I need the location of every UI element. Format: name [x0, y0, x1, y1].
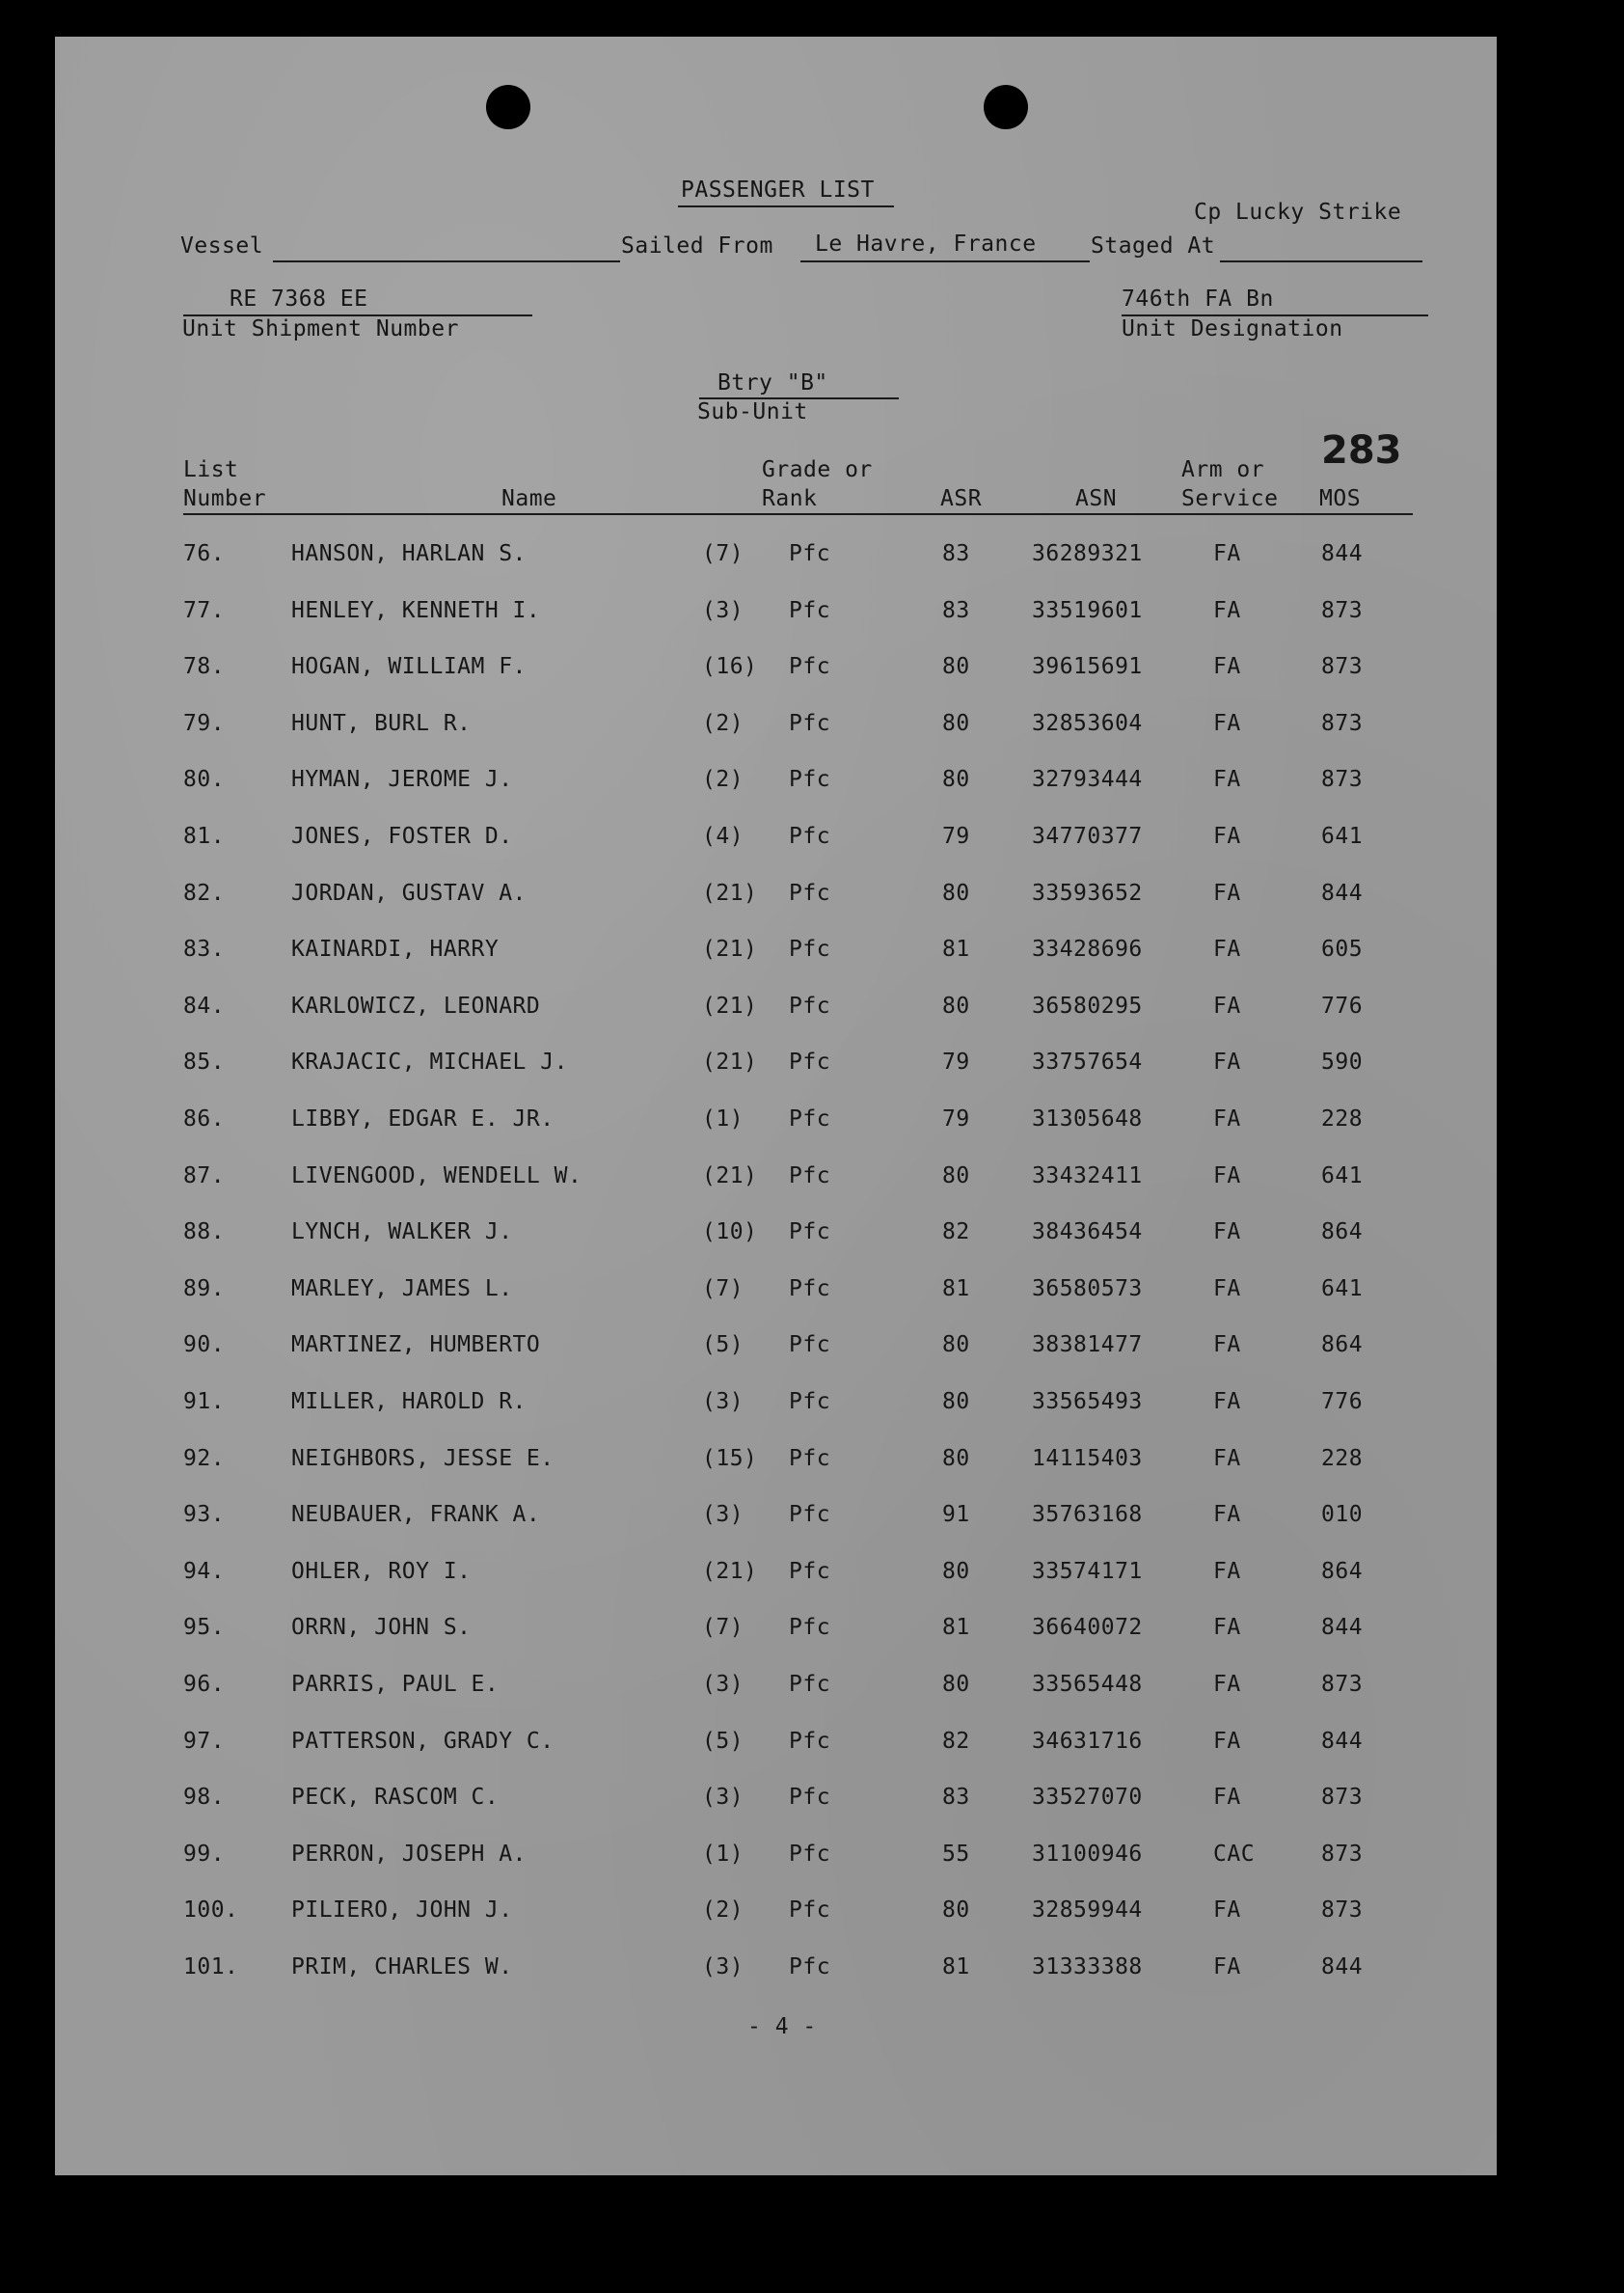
cell-name: PECK, RASCOM C.: [291, 1785, 500, 1810]
cell-arm: FA: [1213, 881, 1241, 906]
cell-asn: 33757654: [1032, 1050, 1143, 1075]
cell-num: 95.: [183, 1615, 226, 1640]
cell-mos: 864: [1321, 1219, 1364, 1244]
cell-asn: 36289321: [1032, 541, 1143, 566]
cell-asn: 35763168: [1032, 1502, 1143, 1527]
cell-grade: Pfc: [789, 598, 831, 623]
cell-mos: 776: [1321, 1389, 1364, 1414]
cell-num: 83.: [183, 937, 226, 962]
col-arm: Arm or: [1181, 457, 1265, 482]
cell-code: (15): [702, 1446, 758, 1471]
cell-grade: Pfc: [789, 1106, 831, 1132]
cell-name: KAINARDI, HARRY: [291, 937, 500, 962]
cell-asr: 80: [942, 1389, 970, 1414]
cell-asr: 91: [942, 1502, 970, 1527]
cell-asr: 82: [942, 1729, 970, 1754]
col-asr: ASR: [940, 486, 983, 511]
unit-designation: 746th FA Bn: [1122, 287, 1274, 312]
cell-code: (16): [702, 654, 758, 679]
cell-name: LYNCH, WALKER J.: [291, 1219, 513, 1244]
shipment-number-label: Unit Shipment Number: [182, 316, 459, 341]
cell-asr: 80: [942, 767, 970, 792]
cell-code: (21): [702, 1163, 758, 1188]
cell-code: (10): [702, 1219, 758, 1244]
cell-num: 93.: [183, 1502, 226, 1527]
cell-code: (3): [702, 1954, 744, 1979]
cell-asr: 81: [942, 1276, 970, 1301]
cell-arm: FA: [1213, 1785, 1241, 1810]
cell-mos: 873: [1321, 711, 1364, 736]
cell-grade: Pfc: [789, 1163, 831, 1188]
cell-name: NEUBAUER, FRANK A.: [291, 1502, 541, 1527]
cell-asn: 33519601: [1032, 598, 1143, 623]
cell-arm: FA: [1213, 541, 1241, 566]
cell-mos: 873: [1321, 654, 1364, 679]
cell-arm: FA: [1213, 937, 1241, 962]
cell-arm: FA: [1213, 1502, 1241, 1527]
cell-arm: FA: [1213, 1163, 1241, 1188]
cell-name: HYMAN, JEROME J.: [291, 767, 513, 792]
cell-asr: 79: [942, 1050, 970, 1075]
cell-num: 78.: [183, 654, 226, 679]
cell-code: (21): [702, 1050, 758, 1075]
cell-grade: Pfc: [789, 994, 831, 1019]
cell-asn: 38436454: [1032, 1219, 1143, 1244]
cell-mos: 844: [1321, 1954, 1364, 1979]
cell-name: LIBBY, EDGAR E. JR.: [291, 1106, 555, 1132]
cell-code: (21): [702, 937, 758, 962]
cell-grade: Pfc: [789, 1954, 831, 1979]
cell-code: (2): [702, 711, 744, 736]
cell-grade: Pfc: [789, 1446, 831, 1471]
cell-mos: 873: [1321, 598, 1364, 623]
cell-asr: 81: [942, 937, 970, 962]
cell-arm: FA: [1213, 1729, 1241, 1754]
cell-asn: 31305648: [1032, 1106, 1143, 1132]
col-arm-2: Service: [1181, 486, 1279, 511]
cell-mos: 590: [1321, 1050, 1364, 1075]
cell-name: HOGAN, WILLIAM F.: [291, 654, 527, 679]
cell-grade: Pfc: [789, 937, 831, 962]
cell-arm: FA: [1213, 824, 1241, 849]
cell-grade: Pfc: [789, 1672, 831, 1697]
cell-mos: 844: [1321, 1729, 1364, 1754]
cell-arm: FA: [1213, 1672, 1241, 1697]
cell-name: NEIGHBORS, JESSE E.: [291, 1446, 555, 1471]
cell-grade: Pfc: [789, 1502, 831, 1527]
cell-asr: 80: [942, 1446, 970, 1471]
cell-name: PILIERO, JOHN J.: [291, 1897, 513, 1923]
cell-asr: 80: [942, 881, 970, 906]
cell-mos: 228: [1321, 1446, 1364, 1471]
cell-asr: 81: [942, 1615, 970, 1640]
cell-grade: Pfc: [789, 541, 831, 566]
cell-num: 79.: [183, 711, 226, 736]
cell-asn: 33574171: [1032, 1559, 1143, 1584]
cell-grade: Pfc: [789, 1389, 831, 1414]
sub-unit: Btry "B": [717, 370, 828, 396]
cell-mos: 641: [1321, 1163, 1364, 1188]
sailed-from-value: Le Havre, France: [815, 232, 1037, 257]
col-grade: Grade or: [762, 457, 873, 482]
cell-grade: Pfc: [789, 1219, 831, 1244]
cell-grade: Pfc: [789, 1050, 831, 1075]
cell-asr: 80: [942, 1332, 970, 1357]
cell-name: MARLEY, JAMES L.: [291, 1276, 513, 1301]
cell-arm: FA: [1213, 654, 1241, 679]
cell-num: 100.: [183, 1897, 239, 1923]
shipment-number: RE 7368 EE: [230, 287, 368, 312]
cell-num: 80.: [183, 767, 226, 792]
cell-mos: 844: [1321, 541, 1364, 566]
cell-asn: 36580295: [1032, 994, 1143, 1019]
cell-name: HUNT, BURL R.: [291, 711, 472, 736]
cell-name: MILLER, HAROLD R.: [291, 1389, 527, 1414]
cell-asn: 36580573: [1032, 1276, 1143, 1301]
footer-page-number: - 4 -: [747, 2014, 817, 2039]
cell-grade: Pfc: [789, 767, 831, 792]
cell-asn: 33593652: [1032, 881, 1143, 906]
col-list-number-2: Number: [183, 486, 267, 511]
cell-asr: 80: [942, 711, 970, 736]
cell-grade: Pfc: [789, 1615, 831, 1640]
cell-mos: 605: [1321, 937, 1364, 962]
cell-mos: 873: [1321, 1672, 1364, 1697]
document-page: [55, 37, 1497, 2175]
page-stamp: 283: [1321, 428, 1402, 473]
cell-arm: FA: [1213, 1897, 1241, 1923]
cell-asr: 83: [942, 1785, 970, 1810]
cell-name: PATTERSON, GRADY C.: [291, 1729, 555, 1754]
cell-num: 81.: [183, 824, 226, 849]
cell-asr: 55: [942, 1842, 970, 1867]
cell-grade: Pfc: [789, 1276, 831, 1301]
cell-name: OHLER, ROY I.: [291, 1559, 472, 1584]
cell-mos: 641: [1321, 824, 1364, 849]
cell-grade: Pfc: [789, 1897, 831, 1923]
cell-num: 91.: [183, 1389, 226, 1414]
cell-asr: 79: [942, 824, 970, 849]
cell-arm: FA: [1213, 1332, 1241, 1357]
col-mos: MOS: [1319, 486, 1362, 511]
cell-grade: Pfc: [789, 1729, 831, 1754]
cell-arm: FA: [1213, 1559, 1241, 1584]
cell-grade: Pfc: [789, 1842, 831, 1867]
cell-name: PARRIS, PAUL E.: [291, 1672, 500, 1697]
cell-asn: 33432411: [1032, 1163, 1143, 1188]
cell-code: (7): [702, 541, 744, 566]
cell-arm: FA: [1213, 711, 1241, 736]
cell-mos: 873: [1321, 1897, 1364, 1923]
cell-code: (3): [702, 1389, 744, 1414]
cell-mos: 228: [1321, 1106, 1364, 1132]
cell-num: 85.: [183, 1050, 226, 1075]
cell-asn: 36640072: [1032, 1615, 1143, 1640]
cell-num: 99.: [183, 1842, 226, 1867]
cell-arm: FA: [1213, 1106, 1241, 1132]
cell-name: HENLEY, KENNETH I.: [291, 598, 541, 623]
cell-num: 98.: [183, 1785, 226, 1810]
cell-num: 94.: [183, 1559, 226, 1584]
cell-asr: 81: [942, 1954, 970, 1979]
cell-code: (21): [702, 1559, 758, 1584]
col-asn: ASN: [1075, 486, 1118, 511]
cell-name: LIVENGOOD, WENDELL W.: [291, 1163, 582, 1188]
cell-asr: 80: [942, 994, 970, 1019]
cell-arm: FA: [1213, 1389, 1241, 1414]
punch-hole: [486, 85, 530, 129]
cell-num: 101.: [183, 1954, 239, 1979]
cell-arm: FA: [1213, 994, 1241, 1019]
cell-grade: Pfc: [789, 881, 831, 906]
cell-name: PERRON, JOSEPH A.: [291, 1842, 527, 1867]
cell-mos: 844: [1321, 881, 1364, 906]
cell-grade: Pfc: [789, 1332, 831, 1357]
cell-code: (5): [702, 1729, 744, 1754]
cell-name: KRAJACIC, MICHAEL J.: [291, 1050, 568, 1075]
cell-arm: FA: [1213, 1050, 1241, 1075]
cell-asn: 32853604: [1032, 711, 1143, 736]
col-list-number: List: [183, 457, 239, 482]
cell-asn: 38381477: [1032, 1332, 1143, 1357]
cell-mos: 641: [1321, 1276, 1364, 1301]
cell-num: 87.: [183, 1163, 226, 1188]
cell-code: (1): [702, 1842, 744, 1867]
cell-code: (3): [702, 1785, 744, 1810]
cell-code: (3): [702, 598, 744, 623]
cell-asn: 32793444: [1032, 767, 1143, 792]
cell-arm: FA: [1213, 1615, 1241, 1640]
cell-name: HANSON, HARLAN S.: [291, 541, 527, 566]
cell-mos: 873: [1321, 1842, 1364, 1867]
cell-arm: FA: [1213, 1446, 1241, 1471]
cell-num: 76.: [183, 541, 226, 566]
cell-asr: 80: [942, 1897, 970, 1923]
cell-mos: 873: [1321, 1785, 1364, 1810]
cell-code: (21): [702, 881, 758, 906]
cell-name: PRIM, CHARLES W.: [291, 1954, 513, 1979]
cell-asr: 80: [942, 1559, 970, 1584]
cell-code: (3): [702, 1672, 744, 1697]
cell-asn: 33527070: [1032, 1785, 1143, 1810]
cell-mos: 864: [1321, 1332, 1364, 1357]
cell-num: 92.: [183, 1446, 226, 1471]
cell-name: JORDAN, GUSTAV A.: [291, 881, 527, 906]
cell-asr: 83: [942, 541, 970, 566]
cell-asn: 14115403: [1032, 1446, 1143, 1471]
cell-code: (2): [702, 767, 744, 792]
cell-mos: 844: [1321, 1615, 1364, 1640]
cell-arm: FA: [1213, 767, 1241, 792]
cell-asr: 80: [942, 1163, 970, 1188]
cell-arm: FA: [1213, 1276, 1241, 1301]
cell-asn: 33565493: [1032, 1389, 1143, 1414]
cell-code: (7): [702, 1276, 744, 1301]
cell-name: ORRN, JOHN S.: [291, 1615, 472, 1640]
vessel-label: Vessel: [180, 233, 264, 259]
cell-num: 96.: [183, 1672, 226, 1697]
cell-asr: 83: [942, 598, 970, 623]
cell-asn: 31333388: [1032, 1954, 1143, 1979]
cell-arm: CAC: [1213, 1842, 1256, 1867]
cell-code: (2): [702, 1897, 744, 1923]
cell-asn: 32859944: [1032, 1897, 1143, 1923]
cell-name: JONES, FOSTER D.: [291, 824, 513, 849]
cell-grade: Pfc: [789, 1785, 831, 1810]
cell-asr: 82: [942, 1219, 970, 1244]
cell-num: 77.: [183, 598, 226, 623]
cell-num: 89.: [183, 1276, 226, 1301]
cell-mos: 873: [1321, 767, 1364, 792]
cell-asn: 34770377: [1032, 824, 1143, 849]
cell-mos: 010: [1321, 1502, 1364, 1527]
staged-at-label: Staged At: [1091, 233, 1216, 259]
cell-code: (1): [702, 1106, 744, 1132]
cell-arm: FA: [1213, 1954, 1241, 1979]
cell-asn: 33565448: [1032, 1672, 1143, 1697]
cell-asr: 80: [942, 1672, 970, 1697]
cell-asr: 79: [942, 1106, 970, 1132]
cell-name: MARTINEZ, HUMBERTO: [291, 1332, 541, 1357]
cell-asn: 34631716: [1032, 1729, 1143, 1754]
cell-grade: Pfc: [789, 654, 831, 679]
sailed-from-label: Sailed From: [621, 233, 773, 259]
cell-asn: 39615691: [1032, 654, 1143, 679]
cell-code: (4): [702, 824, 744, 849]
col-name: Name: [501, 486, 557, 511]
cell-arm: FA: [1213, 1219, 1241, 1244]
cell-num: 86.: [183, 1106, 226, 1132]
staged-at-value: Cp Lucky Strike: [1194, 200, 1402, 225]
cell-num: 90.: [183, 1332, 226, 1357]
unit-designation-label: Unit Designation: [1122, 316, 1343, 341]
sub-unit-label: Sub-Unit: [697, 399, 808, 424]
cell-asr: 80: [942, 654, 970, 679]
cell-name: KARLOWICZ, LEONARD: [291, 994, 541, 1019]
cell-mos: 776: [1321, 994, 1364, 1019]
cell-grade: Pfc: [789, 1559, 831, 1584]
col-grade-2: Rank: [762, 486, 818, 511]
cell-asn: 31100946: [1032, 1842, 1143, 1867]
cell-num: 97.: [183, 1729, 226, 1754]
cell-code: (5): [702, 1332, 744, 1357]
cell-num: 88.: [183, 1219, 226, 1244]
cell-num: 84.: [183, 994, 226, 1019]
cell-num: 82.: [183, 881, 226, 906]
cell-grade: Pfc: [789, 711, 831, 736]
cell-code: (7): [702, 1615, 744, 1640]
cell-code: (21): [702, 994, 758, 1019]
cell-asn: 33428696: [1032, 937, 1143, 962]
punch-hole: [984, 85, 1028, 129]
cell-mos: 864: [1321, 1559, 1364, 1584]
page-title: PASSENGER LIST: [681, 177, 875, 203]
cell-arm: FA: [1213, 598, 1241, 623]
cell-code: (3): [702, 1502, 744, 1527]
cell-grade: Pfc: [789, 824, 831, 849]
